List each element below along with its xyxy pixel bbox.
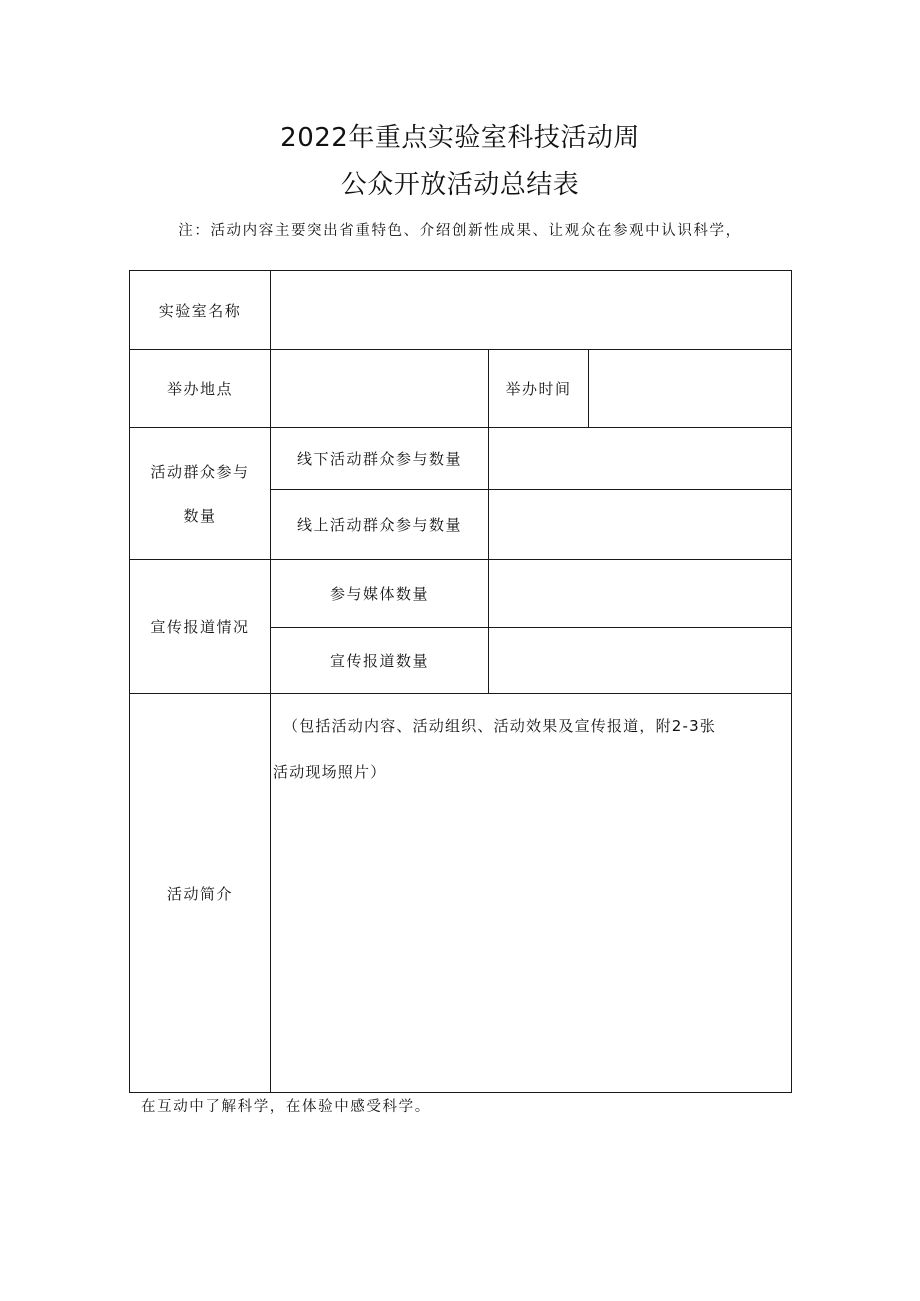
intro-hint-line-2: 活动现场照片） (273, 763, 387, 781)
summary-form-table (129, 270, 792, 1093)
reports-field[interactable] (489, 628, 792, 694)
intro-field[interactable] (271, 694, 792, 1093)
time-field[interactable] (589, 350, 792, 428)
row-media (130, 560, 792, 628)
reports-label: 宣传报道数量 (271, 628, 489, 694)
page-title-line-1: 2022年重点实验室科技活动周 (280, 123, 640, 153)
participants-label (130, 428, 271, 560)
note-text: 注：活动内容主要突出省重特色、介绍创新性成果、让观众在参观中认识科学， (178, 223, 742, 239)
row-offline (130, 428, 792, 490)
media-field[interactable] (489, 560, 792, 628)
publicity-label: 宣传报道情况 (130, 560, 271, 694)
participants-label-line-2: 数量 (183, 506, 217, 525)
row-venue-time (130, 350, 792, 428)
venue-label: 举办地点 (130, 350, 271, 428)
footer-text: 在互动中了解科学，在体验中感受科学。 (141, 1099, 431, 1115)
intro-hint-line-1: （包括活动内容、活动组织、活动效果及宣传报道，附2-3张 (283, 717, 717, 735)
page-title-line-2: 公众开放活动总结表 (340, 170, 580, 200)
lab-name-field[interactable] (271, 271, 792, 350)
participants-label-line-1: 活动群众参与 (150, 462, 250, 481)
offline-field[interactable] (489, 428, 792, 490)
venue-field[interactable] (271, 350, 489, 428)
row-lab-name (130, 271, 792, 350)
row-intro (130, 694, 792, 1093)
offline-label: 线下活动群众参与数量 (271, 428, 489, 490)
time-label: 举办时间 (489, 350, 589, 428)
lab-name-label: 实验室名称 (130, 271, 271, 350)
intro-label: 活动简介 (130, 694, 271, 1093)
online-label: 线上活动群众参与数量 (271, 490, 489, 560)
media-label: 参与媒体数量 (271, 560, 489, 628)
online-field[interactable] (489, 490, 792, 560)
